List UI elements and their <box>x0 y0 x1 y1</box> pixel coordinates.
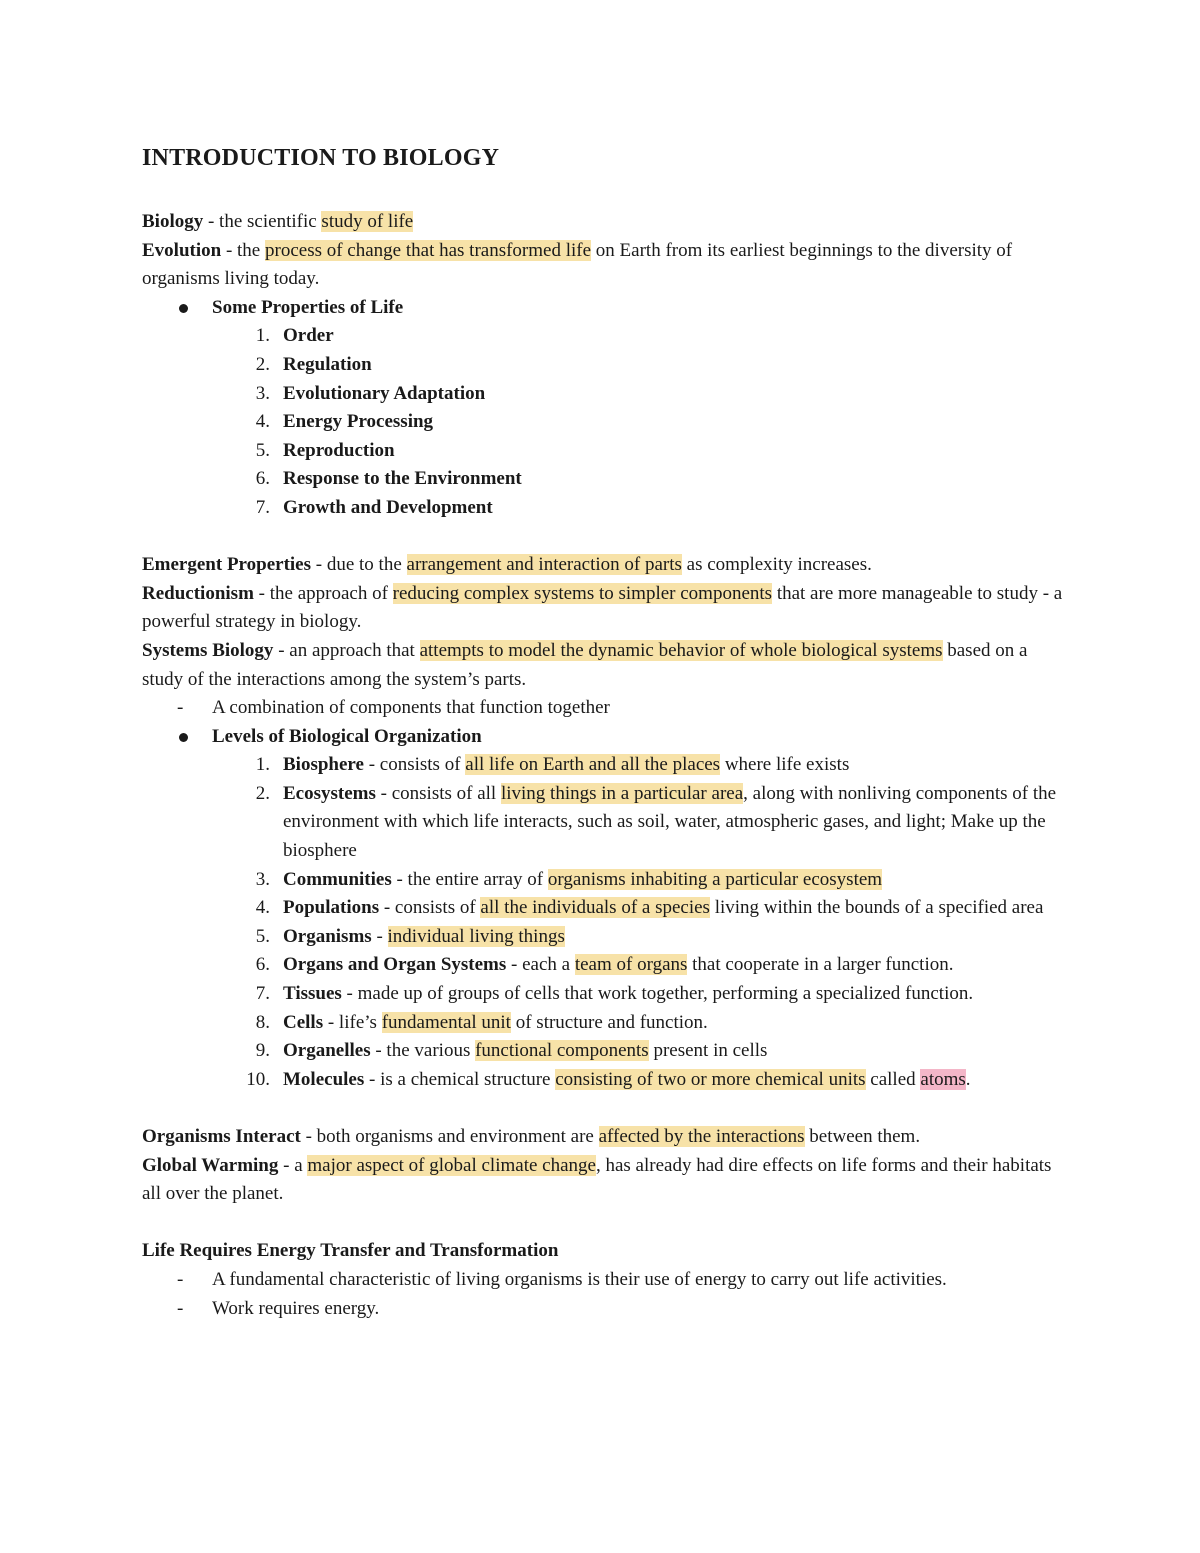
properties-heading-item: Some Properties of Life <box>142 294 1072 323</box>
list-item: - A fundamental characteristic of living organisms is their use of energy to carry out life activities. <box>177 1268 947 1290</box>
definition-systems-biology: Systems Biology - an approach that attempts to model the dynamic behavior of whole biological systems based on a study of the interactions among the system’s parts. <box>142 639 1028 690</box>
definition-emergent-properties: Emergent Properties - due to the arrangement and interaction of parts as complexity increases. <box>142 554 872 576</box>
list-item: 7. Growth and Development <box>255 496 493 518</box>
list-item: 8. Cells - life’s fundamental unit of structure and function. <box>255 1011 708 1033</box>
document-body <box>142 140 1072 1323</box>
definition-organisms-interact: Organisms Interact - both organisms and environment are affected by the interactions between them. <box>142 1126 921 1147</box>
section-heading-energy: Life Requires Energy Transfer and Transformation <box>142 1240 559 1262</box>
page-title: INTRODUCTION TO BIOLOGY <box>142 145 500 171</box>
definition-reductionism: Reductionism - the approach of reducing complex systems to simpler components that are more manageable to study - a powerful strategy in biology. <box>142 582 1063 633</box>
list-item: 6. Response to the Environment <box>255 468 522 490</box>
definition-biology: Biology - the scientific study of life <box>142 211 414 232</box>
list-item: - A combination of components that function together <box>177 697 610 719</box>
list-item: 10. Molecules - is a chemical structure consisting of two or more chemical units called atoms. <box>246 1068 971 1090</box>
list-item: 6. Organs and Organ Systems - each a team of organs that cooperate in a larger function. <box>255 954 954 976</box>
list-item: - Work requires energy. <box>177 1297 380 1319</box>
list-item: 3. Evolutionary Adaptation <box>255 382 486 404</box>
list-item: 1. Biosphere - consists of all life on Earth and all the places where life exists <box>255 754 850 776</box>
list-item: 2. Ecosystems - consists of all living things in a particular area, along with nonliving components of the environment with which life interacts, such as soil, water, atmospheric gases, and light; Make up the biosphere <box>255 782 1057 862</box>
definition-global-warming: Global Warming - a major aspect of global climate change, has already had dire effects on life forms and their habitats all over the planet. <box>142 1154 1052 1205</box>
levels-heading-item: Levels of Biological Organization <box>142 723 1072 752</box>
list-item: 4. Populations - consists of all the individuals of a species living within the bounds of a specified area <box>255 897 1044 919</box>
list-item: 5. Organisms - individual living things <box>255 925 565 947</box>
list-item: 1. Order <box>255 325 334 347</box>
list-item: 4. Energy Processing <box>255 411 434 433</box>
bullet-icon <box>179 304 188 313</box>
list-item: 9. Organelles - the various functional components present in cells <box>255 1040 768 1062</box>
definition-evolution: Evolution - the process of change that has transformed life on Earth from its earliest beginnings to the diversity of organisms living today. <box>142 239 1013 290</box>
list-item: 3. Communities - the entire array of organisms inhabiting a particular ecosystem <box>255 868 883 890</box>
bullet-icon <box>179 733 188 742</box>
list-item: 5. Reproduction <box>255 439 395 461</box>
list-item: 7. Tissues - made up of groups of cells that work together, performing a specialized function. <box>255 983 974 1005</box>
list-item: 2. Regulation <box>255 353 372 375</box>
